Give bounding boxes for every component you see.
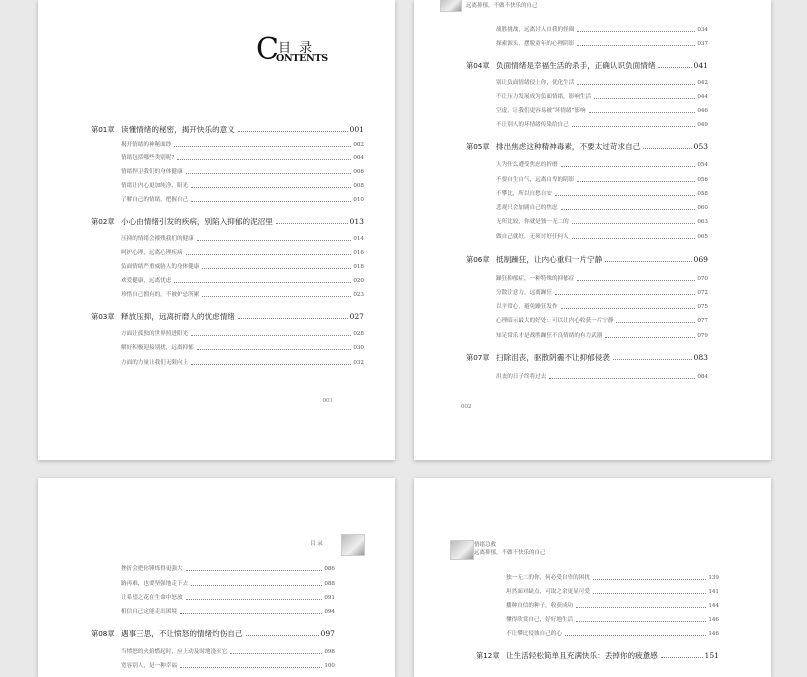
toc-chapter-row bbox=[466, 354, 708, 362]
toc-entry-row bbox=[121, 596, 335, 602]
entry-title: 相信自己定能走出困境 bbox=[121, 609, 177, 615]
page-ref: 139 bbox=[708, 575, 719, 581]
dot-leader bbox=[643, 148, 691, 149]
dot-leader bbox=[180, 667, 322, 668]
page-ref: 001 bbox=[349, 125, 364, 134]
dot-leader bbox=[661, 657, 703, 658]
page-ref: 016 bbox=[353, 250, 364, 256]
entry-title: 珍惜自己拥有的，不被妒忌所累 bbox=[121, 292, 200, 298]
dot-leader bbox=[174, 282, 351, 283]
toc-entry-row bbox=[121, 346, 364, 352]
chapter-title: 排出焦虑这种精神毒素，不要太过苛求自己 bbox=[496, 142, 641, 151]
page-ref: 058 bbox=[697, 191, 708, 197]
chapter-number: 第07章 bbox=[466, 353, 490, 363]
page-ref: 098 bbox=[324, 649, 335, 655]
toc-entry-row bbox=[121, 237, 364, 243]
toc-entry-row bbox=[496, 220, 708, 226]
running-header-subtitle: 远离抑郁，不做不快乐的自己 bbox=[474, 550, 546, 556]
page-ref: 072 bbox=[697, 290, 708, 296]
dot-leader bbox=[658, 67, 691, 68]
toc-entry-row bbox=[496, 42, 708, 48]
entry-title: 不让别人的坏情绪传染给自己 bbox=[496, 122, 569, 128]
toc-entry-row bbox=[121, 265, 364, 271]
toc-entry-row bbox=[121, 251, 364, 257]
dot-leader bbox=[186, 173, 352, 174]
toc-page-3 bbox=[38, 478, 395, 677]
toc-entry-row bbox=[496, 206, 708, 212]
entry-title: 别让负面情绪侵上你，优化生活 bbox=[496, 80, 575, 86]
title-cn: 目 录 bbox=[278, 41, 315, 56]
page-ref: 010 bbox=[353, 197, 364, 203]
dot-leader bbox=[605, 261, 691, 262]
dot-leader bbox=[594, 98, 695, 99]
page-ref: 083 bbox=[693, 353, 708, 362]
toc-title bbox=[256, 32, 366, 67]
toc-entry-row bbox=[496, 163, 708, 169]
toc-entry-row bbox=[496, 291, 708, 297]
page-ref: 042 bbox=[697, 80, 708, 86]
title-en-rest: ONTENTS bbox=[276, 53, 328, 64]
page-ref: 086 bbox=[324, 566, 335, 572]
page-ref: 088 bbox=[324, 581, 335, 587]
entry-title: 探索源头，摆脱童年的心理阴影 bbox=[496, 41, 575, 47]
dot-leader bbox=[238, 318, 348, 319]
page-ref: 056 bbox=[697, 177, 708, 183]
dot-leader bbox=[202, 296, 351, 297]
toc-entry-row bbox=[121, 198, 364, 204]
header-thumbnail bbox=[440, 0, 462, 12]
toc-entry-row bbox=[496, 375, 708, 381]
entry-title: 不让压力发展成为负面情绪，影响生活 bbox=[496, 94, 592, 100]
toc-chapter-row bbox=[466, 62, 708, 70]
dot-leader bbox=[197, 240, 352, 241]
chapter-number: 第06章 bbox=[466, 255, 490, 265]
dot-leader bbox=[576, 607, 706, 608]
entry-title: 空虚，让我们更容易被“坏情绪”影响 bbox=[496, 108, 586, 114]
entry-title: 分散注意力，远离躁狂 bbox=[496, 290, 552, 296]
dot-leader bbox=[561, 209, 696, 210]
entry-title: 不让攀比侵蚀自己的心 bbox=[506, 631, 562, 637]
page-number: 001 bbox=[322, 398, 333, 404]
dot-leader bbox=[577, 45, 695, 46]
page-ref: 006 bbox=[353, 169, 364, 175]
running-header-label: 目 录 bbox=[310, 541, 323, 547]
entry-title: 播种自信的种子，收获成功 bbox=[506, 603, 574, 609]
toc-entry-row bbox=[506, 632, 719, 638]
entry-title: 无所比较，你就是独一无二的 bbox=[496, 219, 569, 225]
toc-entry-row bbox=[496, 109, 708, 115]
entry-title: 情绪让内心更加纯净、阳光 bbox=[121, 183, 189, 189]
entry-title: 心理暗示最大的好处：可以让内心收获一片宁静 bbox=[496, 318, 614, 324]
toc-page-1 bbox=[38, 0, 395, 460]
chapter-number: 第01章 bbox=[91, 125, 115, 135]
chapter-number: 第02章 bbox=[91, 217, 115, 227]
toc-entry-row bbox=[121, 156, 364, 162]
dot-leader bbox=[593, 579, 706, 580]
entry-title: 欢爱健康，远离忧虑 bbox=[121, 278, 172, 284]
toc-entry-row bbox=[121, 664, 335, 670]
page-ref: 069 bbox=[693, 255, 708, 264]
page-ref: 028 bbox=[353, 331, 364, 337]
dot-leader bbox=[572, 238, 696, 239]
entry-title: 方面的力量让我们无限向上 bbox=[121, 360, 189, 366]
entry-title: 知足常乐才是战胜躁狂不良情绪的有力武器 bbox=[496, 333, 603, 339]
entry-title: 呵护心理，远离心理疾病 bbox=[121, 250, 183, 256]
running-header-title: 情绪急救 bbox=[474, 542, 497, 548]
dot-leader bbox=[246, 635, 319, 636]
page-ref: 075 bbox=[697, 304, 708, 310]
dot-leader bbox=[561, 308, 696, 309]
chapter-title: 抵制躁狂，让内心重归一片宁静 bbox=[496, 255, 603, 264]
page-ref: 077 bbox=[697, 318, 708, 324]
entry-title: 不攀比，所以自愁自安 bbox=[496, 191, 552, 197]
page-ref: 014 bbox=[353, 236, 364, 242]
toc-entry-row bbox=[121, 567, 335, 573]
entry-title: 坦然面对缺点，可取之余更显可爱 bbox=[506, 589, 590, 595]
dot-leader bbox=[577, 280, 695, 281]
dot-leader bbox=[186, 254, 352, 255]
toc-entry-row bbox=[121, 184, 364, 190]
page-ref: 054 bbox=[697, 162, 708, 168]
toc-page-2 bbox=[414, 0, 771, 460]
dot-leader bbox=[605, 337, 695, 338]
dot-leader bbox=[577, 181, 695, 182]
page-ref: 146 bbox=[708, 617, 719, 623]
dot-leader bbox=[230, 653, 322, 654]
toc-entry-row bbox=[121, 610, 335, 616]
toc-entry-row bbox=[121, 650, 335, 656]
toc-entry-row bbox=[496, 235, 708, 241]
toc-entry-row bbox=[496, 81, 708, 87]
page-ref: 034 bbox=[697, 27, 708, 33]
toc-entry-row bbox=[496, 28, 708, 34]
title-en-initial: C bbox=[256, 32, 279, 67]
page-ref: 141 bbox=[708, 589, 719, 595]
page-ref: 084 bbox=[697, 374, 708, 380]
page-ref: 151 bbox=[704, 651, 719, 660]
page-ref: 037 bbox=[697, 41, 708, 47]
dot-leader bbox=[589, 112, 696, 113]
page-ref: 063 bbox=[697, 219, 708, 225]
page-ref: 065 bbox=[697, 234, 708, 240]
entry-title: 沮丧的日子终将过去 bbox=[496, 374, 547, 380]
page-ref: 049 bbox=[697, 122, 708, 128]
toc-entry-row bbox=[496, 192, 708, 198]
entry-title: 压抑的情绪会摧残我们的健康 bbox=[121, 236, 194, 242]
dot-leader bbox=[180, 613, 322, 614]
chapter-title: 遇事三思，不让愤怒的情绪灼伤自己 bbox=[121, 629, 243, 638]
chapter-title: 负面情绪是幸福生活的杀手，正确认识负面情绪 bbox=[496, 61, 656, 70]
entry-title: 揭开情绪的神秘面纱 bbox=[121, 142, 172, 148]
page-ref: 023 bbox=[353, 292, 364, 298]
page-ref: 041 bbox=[693, 61, 708, 70]
chapter-number: 第04章 bbox=[466, 61, 490, 71]
entry-title: 解好积极迎接别扰，远离抑郁 bbox=[121, 345, 194, 351]
toc-chapter-row bbox=[466, 256, 708, 264]
page-ref: 070 bbox=[697, 276, 708, 282]
toc-entry-row bbox=[496, 123, 708, 129]
page-ref: 079 bbox=[697, 333, 708, 339]
page-ref: 097 bbox=[320, 629, 335, 638]
toc-entry-row bbox=[506, 604, 719, 610]
running-header: 远离抑郁，不做不快乐的自己 bbox=[466, 3, 538, 9]
toc-chapter-row bbox=[476, 652, 719, 660]
toc-chapter-row bbox=[91, 126, 364, 134]
toc-chapter-row bbox=[91, 313, 364, 321]
page-ref: 144 bbox=[708, 603, 719, 609]
page-ref: 027 bbox=[349, 312, 364, 321]
chapter-title: 读懂情绪的秘密，揭开快乐的意义 bbox=[121, 125, 235, 134]
toc-entry-row bbox=[121, 279, 364, 285]
toc-entry-row bbox=[496, 305, 708, 311]
dot-leader bbox=[177, 159, 351, 160]
chapter-title: 让生活轻松简单且充满快乐：丢掉你的疲惫感 bbox=[506, 651, 658, 660]
toc-chapter-row bbox=[91, 630, 335, 638]
chapter-title: 扫除沮丧，驱散阴霾不让抑郁侵袭 bbox=[496, 353, 610, 362]
entry-title: 人为什么遭受焦虑的折磨 bbox=[496, 162, 558, 168]
entry-title: 路再难，也要坚强地走下去 bbox=[121, 581, 189, 587]
page-ref: 044 bbox=[697, 94, 708, 100]
entry-title: 宽容别人，是一种幸福 bbox=[121, 663, 177, 669]
entry-title: 当愤怒的火焰燃起时，应上动及时地浇灭它 bbox=[121, 649, 228, 655]
dot-leader bbox=[572, 126, 696, 127]
entry-title: 躁狂抑郁症，一种特殊的抑郁症 bbox=[496, 276, 575, 282]
page-ref: 094 bbox=[324, 609, 335, 615]
page-ref: 100 bbox=[324, 663, 335, 669]
page-ref: 060 bbox=[697, 205, 708, 211]
dot-leader bbox=[616, 322, 695, 323]
toc-entry-row bbox=[496, 277, 708, 283]
dot-leader bbox=[577, 84, 695, 85]
toc-entry-row bbox=[121, 170, 364, 176]
dot-leader bbox=[202, 268, 351, 269]
dot-leader bbox=[613, 359, 692, 360]
page-ref: 032 bbox=[353, 360, 364, 366]
chapter-number: 第08章 bbox=[91, 629, 115, 639]
entry-title: 以平常心，避免躁狂发作 bbox=[496, 304, 558, 310]
page-ref: 053 bbox=[693, 142, 708, 151]
dot-leader bbox=[238, 131, 348, 132]
toc-entry-row bbox=[121, 582, 335, 588]
dot-leader bbox=[549, 378, 695, 379]
toc-entry-row bbox=[121, 293, 364, 299]
page-number: 002 bbox=[461, 404, 472, 410]
dot-leader bbox=[565, 635, 706, 636]
toc-entry-row bbox=[506, 590, 719, 596]
entry-title: 悲观只会加剧自己的焦虑 bbox=[496, 205, 558, 211]
toc-entry-row bbox=[496, 95, 708, 101]
dot-leader bbox=[572, 223, 696, 224]
entry-title: 负面情绪严重威胁人的身体健康 bbox=[121, 264, 200, 270]
chapter-number: 第12章 bbox=[476, 651, 500, 661]
entry-title: 方面让孤独的世界照进阳光 bbox=[121, 331, 189, 337]
page-ref: 046 bbox=[697, 108, 708, 114]
dot-leader bbox=[174, 146, 351, 147]
dot-leader bbox=[186, 599, 323, 600]
chapter-title: 小心由情绪引发的疾病，别陷入抑郁的泥沼里 bbox=[121, 217, 273, 226]
toc-entry-row bbox=[121, 332, 364, 338]
entry-title: 了解自己的情绪，把握自己 bbox=[121, 197, 189, 203]
toc-entry-row bbox=[506, 576, 719, 582]
page-ref: 013 bbox=[349, 217, 364, 226]
page-ref: 020 bbox=[353, 278, 364, 284]
toc-entry-row bbox=[496, 334, 708, 340]
toc-entry-row bbox=[121, 143, 364, 149]
page-ref: 018 bbox=[353, 264, 364, 270]
dot-leader bbox=[593, 593, 706, 594]
entry-title: 做自己就好，无须讨好任何人 bbox=[496, 234, 569, 240]
page-ref: 004 bbox=[353, 155, 364, 161]
dot-leader bbox=[561, 166, 696, 167]
toc-chapter-row bbox=[91, 218, 364, 226]
page-ref: 030 bbox=[353, 345, 364, 351]
page-ref: 146 bbox=[708, 631, 719, 637]
entry-title: 情绪包括哪些类别呢? bbox=[121, 155, 175, 161]
header-thumbnail bbox=[450, 540, 474, 560]
entry-title: 让希望之花在生命中怒放 bbox=[121, 595, 183, 601]
chapter-number: 第05章 bbox=[466, 142, 490, 152]
toc-entry-row bbox=[496, 178, 708, 184]
entry-title: 独一无二的你，何必受自卑的困扰 bbox=[506, 575, 590, 581]
dot-leader bbox=[191, 335, 351, 336]
page-ref: 008 bbox=[353, 183, 364, 189]
dot-leader bbox=[191, 201, 351, 202]
toc-page-4 bbox=[414, 478, 771, 677]
chapter-title: 释放压抑，远离折磨人的忧虑情绪 bbox=[121, 312, 235, 321]
toc-entry-row bbox=[506, 618, 719, 624]
entry-title: 情绪捍卫我们的身体健康 bbox=[121, 169, 183, 175]
toc-chapter-row bbox=[466, 143, 708, 151]
dot-leader bbox=[555, 195, 695, 196]
entry-title: 懂得欣赏自己，好好地生活 bbox=[506, 617, 574, 623]
dot-leader bbox=[576, 621, 706, 622]
page-ref: 002 bbox=[353, 142, 364, 148]
entry-title: 挫折会把你锤炼得更强大 bbox=[121, 566, 183, 572]
dot-leader bbox=[577, 31, 695, 32]
header-thumbnail bbox=[341, 534, 365, 556]
dot-leader bbox=[191, 187, 351, 188]
page-ref: 091 bbox=[324, 595, 335, 601]
toc-entry-row bbox=[121, 361, 364, 367]
chapter-number: 第03章 bbox=[91, 312, 115, 322]
dot-leader bbox=[197, 349, 352, 350]
entry-title: 战胜挑战，远离讨人自我的怪圈 bbox=[496, 27, 575, 33]
entry-title: 不要自生自气，远离自卑的阴影 bbox=[496, 177, 575, 183]
dot-leader bbox=[191, 585, 322, 586]
dot-leader bbox=[191, 364, 351, 365]
dot-leader bbox=[555, 294, 695, 295]
dot-leader bbox=[276, 223, 348, 224]
toc-entry-row bbox=[496, 319, 708, 325]
dot-leader bbox=[186, 570, 323, 571]
